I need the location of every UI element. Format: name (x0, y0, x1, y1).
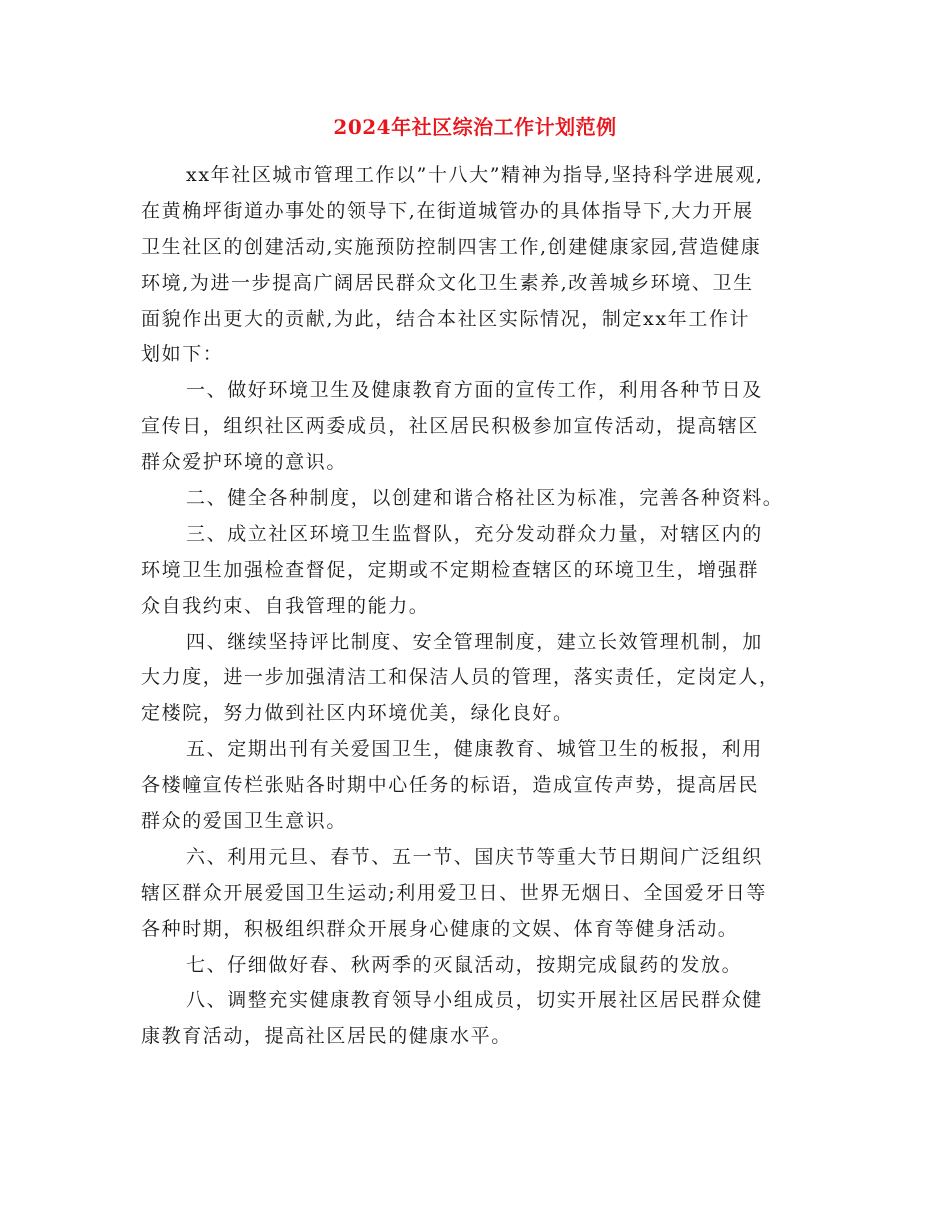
paragraph-line: 三、成立社区环境卫生监督队，充分发动群众力量，对辖区内的 (186, 522, 763, 545)
paragraph-line: 环境,为进一步提高广阔居民群众文化卫生素养,改善城乡环境、卫生 (141, 271, 754, 294)
document-title: 2024年社区综治工作计划范例 (333, 115, 617, 139)
paragraph-line: 卫生社区的创建活动,实施预防控制四害工作,创建健康家园,营造健康 (141, 235, 762, 258)
paragraph-line: 八、调整充实健康教育领导小组成员，切实开展社区居民群众健 (186, 989, 763, 1012)
paragraph-line: 五、定期出刊有关爱国卫生，健康教育、城管卫生的板报，利用 (186, 738, 763, 761)
paragraph-line: 面貌作出更大的贡献,为此，结合本社区实际情况，制定xx年工作计 (141, 307, 751, 330)
paragraph-line: 辖区群众开展爱国卫生运动;利用爱卫日、世界无烟日、全国爱牙日等 (141, 881, 768, 904)
paragraph-line: 宣传日，组织社区两委成员，社区居民积极参加宣传活动，提高辖区 (141, 415, 760, 438)
paragraph-line: 一、做好环境卫生及健康教育方面的宣传工作，利用各种节日及 (186, 379, 763, 402)
paragraph-line: 七、仔细做好春、秋两季的灭鼠活动，按期完成鼠药的发放。 (186, 953, 743, 976)
paragraph-line: 定楼院，努力做到社区内环境优美，绿化良好。 (141, 702, 574, 725)
paragraph-line: 康教育活动，提高社区居民的健康水平。 (141, 1025, 512, 1048)
paragraph-line: 群众的爱国卫生意识。 (141, 810, 348, 833)
paragraph-line: 大力度，进一步加强清洁工和保洁人员的管理，落实责任，定岗定人， (141, 666, 780, 689)
paragraph-line: 群众爱护环境的意识。 (141, 451, 348, 474)
paragraph-line: 二、健全各种制度，以创建和谐合格社区为标准，完善各种资料。 (186, 487, 784, 510)
paragraph-line: 在黄桷坪街道办事处的领导下,在街道城管办的具体指导下,大力开展 (141, 199, 754, 222)
document-body (141, 158, 811, 1055)
paragraph-line: 各楼幢宣传栏张贴各时期中心任务的标语，造成宣传声势，提高居民 (141, 774, 760, 797)
paragraph-line: 各种时期，积极组织群众开展身心健康的文娱、体育等健身活动。 (141, 917, 739, 940)
paragraph-line: 四、继续坚持评比制度、安全管理制度，建立长效管理机制，加 (186, 630, 763, 653)
paragraph-line: xx年社区城市管理工作以”十八大”精神为指导,坚持科学进展观, (186, 164, 764, 186)
paragraph-line: 众自我约束、自我管理的能力。 (141, 594, 430, 617)
paragraph-line: 划如下： (141, 343, 224, 366)
paragraph-line: 六、利用元旦、春节、五一节、国庆节等重大节日期间广泛组织 (186, 845, 763, 868)
paragraph-line: 环境卫生加强检查督促，定期或不定期检查辖区的环境卫生，增强群 (141, 558, 760, 581)
